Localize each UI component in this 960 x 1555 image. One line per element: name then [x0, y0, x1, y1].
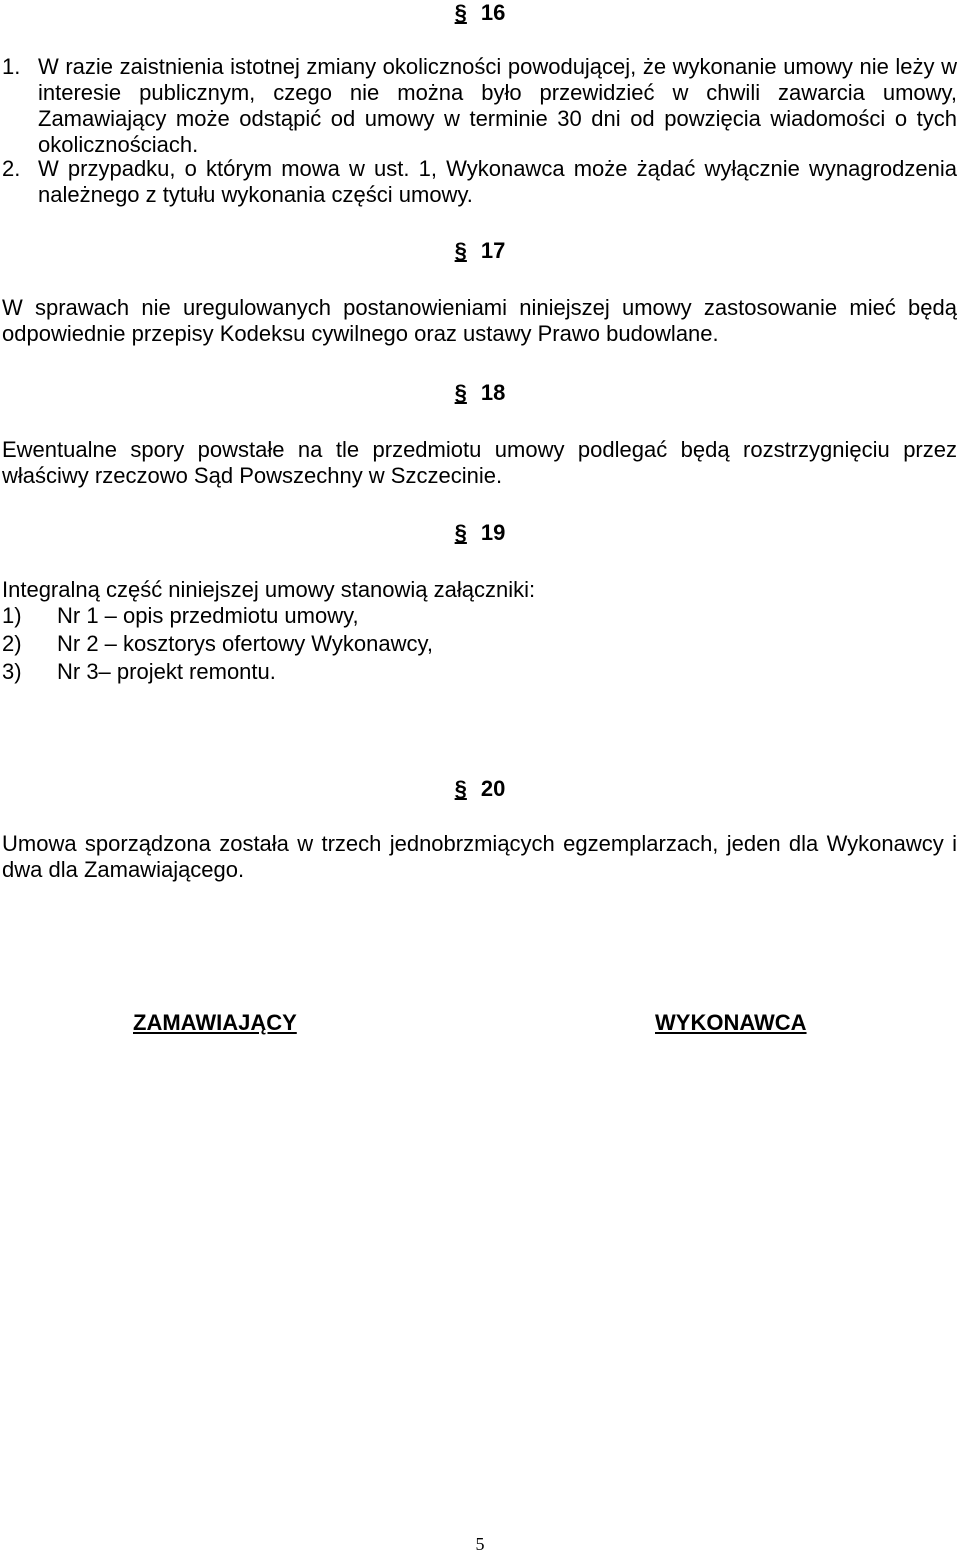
attachment-text: Nr 2 – kosztorys ofertowy Wykonawcy, — [57, 631, 433, 656]
signature-wykonawca: WYKONAWCA — [655, 1010, 807, 1035]
section-16-heading — [0, 0, 960, 26]
section-18-heading — [0, 380, 960, 406]
attachment-text: Nr 1 – opis przedmiotu umowy, — [57, 603, 359, 628]
section-symbol: § — [454, 776, 467, 801]
section-number: 20 — [480, 776, 506, 801]
section-number: 18 — [480, 380, 506, 405]
item-text: W razie zaistnienia istotnej zmiany okoliczności powodującej, że wykonanie umowy nie leży w interesie publicznym, czego nie można było przewidzieć w chwili zawarcia umowy, Zamawiający może odstąpić od umowy w terminie 30 dni od powzięcia wiadomości o tych okolicznościach. — [38, 54, 957, 157]
attachment-number: 2) — [2, 631, 22, 656]
signature-zamawiajacy: ZAMAWIAJĄCY — [133, 1010, 297, 1035]
section-number: 16 — [480, 0, 506, 25]
attachment-item-1 — [2, 603, 359, 629]
item-number: 1. — [2, 54, 21, 79]
section-18-text: Ewentualne spory powstałe na tle przedmiotu umowy podlegać będą rozstrzygnięciu przez właściwy rzeczowo Sąd Powszechny w Szczecinie. — [2, 437, 957, 488]
section-20-text: Umowa sporządzona została w trzech jednobrzmiących egzemplarzach, jeden dla Wykonawcy i dwa dla Zamawiającego. — [2, 831, 957, 882]
section-19-heading — [0, 520, 960, 546]
section-19-intro: Integralną część niniejszej umowy stanowią załączniki: — [2, 577, 536, 602]
section-16-item-1 — [2, 54, 957, 158]
attachment-number: 1) — [2, 603, 22, 628]
attachment-number: 3) — [2, 659, 22, 684]
section-symbol: § — [454, 380, 467, 405]
section-symbol: § — [454, 520, 467, 545]
section-17-heading — [0, 238, 960, 264]
item-text: W przypadku, o którym mowa w ust. 1, Wykonawca może żądać wyłącznie wynagrodzenia należnego z tytułu wykonania części umowy. — [38, 156, 957, 207]
section-number: 17 — [480, 238, 506, 263]
section-symbol: § — [454, 238, 467, 263]
section-number: 19 — [480, 520, 506, 545]
section-20-heading — [0, 776, 960, 802]
attachment-text: Nr 3– projekt remontu. — [57, 659, 276, 684]
attachment-item-2 — [2, 631, 433, 657]
page-number: 5 — [475, 1534, 485, 1554]
item-number: 2. — [2, 156, 21, 181]
section-16-item-2 — [2, 156, 957, 208]
attachment-item-3 — [2, 659, 276, 685]
section-symbol: § — [454, 0, 467, 25]
section-17-text: W sprawach nie uregulowanych postanowieniami niniejszej umowy zastosowanie mieć będą odpowiednie przepisy Kodeksu cywilnego oraz ustawy Prawo budowlane. — [2, 295, 957, 346]
